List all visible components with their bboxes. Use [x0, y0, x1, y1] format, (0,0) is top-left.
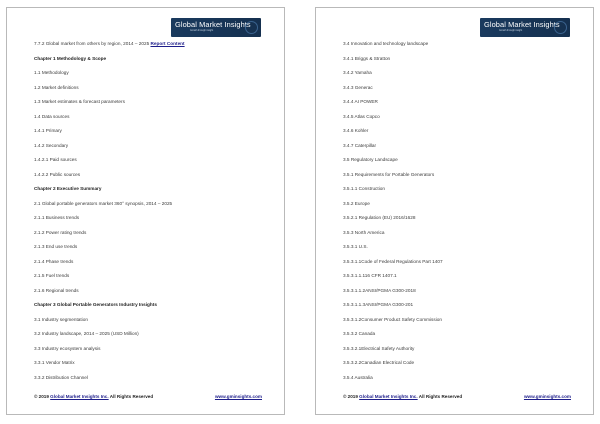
toc-entry: 3.4.3 Generac [343, 84, 373, 90]
company-logo [480, 18, 570, 37]
toc-entry: 3.4.2 Yamaha [343, 70, 372, 75]
toc-entry: 2.1.3 End use trends [34, 244, 78, 249]
footer-brand-link[interactable]: Global Market Insights Inc. [50, 394, 109, 399]
toc-entry: 3.3 Industry ecosystem analysis [34, 345, 101, 351]
toc-entry: 3.5.3.2 Canada [343, 331, 376, 336]
toc-entry: 2.1.6 Regional trends [34, 287, 79, 293]
toc-chapter-heading: Chapter 2 Executive Summary [34, 186, 102, 191]
toc-entry: 3.5.4 Australia [343, 374, 373, 380]
report-content-link[interactable]: Report Content [150, 41, 185, 46]
toc-entry: 3.5.3.1.1.2ANSI/PGMA G300-2018 [343, 287, 416, 293]
footer-copyright: © 2019 Global Market Insights Inc. All Rights Reserved [34, 394, 154, 399]
toc-entry: 2.1.1 Business trends [34, 215, 80, 220]
toc-entry: 3.4.6 Kohler [343, 128, 369, 133]
toc-entry: 1.3 Market estimates & forecast parameters [34, 99, 125, 104]
toc-entry: 3.5.2.1 Regulation (EU) 2016/1628 [343, 215, 416, 220]
toc-entry: 3.5.3.1.1.116 CFR 1407.1 [343, 273, 397, 278]
toc-entry: 7.7.2 Global market from others by region, 2014 – 2025 Report Content [34, 41, 185, 46]
toc-entry: 3.3.2 Distribution Channel [34, 374, 88, 380]
toc-entry: 2.1.4 Phase trends [34, 258, 74, 264]
toc-entry: 3.4.1 Briggs & Stratton [343, 55, 391, 61]
report-page-right [315, 7, 594, 415]
toc-entry: 3.5.3.2.1Electrical Safety Authority [343, 345, 415, 351]
toc-entry: 2.1.5 Fuel trends [34, 273, 70, 278]
toc-entry: 3.5.3.2.2Canadian Electrical Code [343, 360, 415, 365]
toc-entry: 3.5.3 North America [343, 229, 385, 235]
toc-entry: 2.1.2 Power rating trends [34, 229, 87, 235]
page-footer [343, 394, 571, 402]
toc-entry: 3.2 Industry landscape, 2014 – 2025 (USD Million) [34, 331, 139, 336]
globe-icon [554, 21, 567, 34]
toc-entry: 3.5.3.1.1Code of Federal Regulations Part 1407 [343, 258, 443, 264]
toc-entry: 1.1 Methodology [34, 70, 69, 75]
toc-entry: 3.4 Innovation and technology landscape [343, 41, 429, 46]
page-footer [34, 394, 262, 402]
company-logo [171, 18, 261, 37]
toc-chapter-heading: Chapter 1 Methodology & Scope [34, 55, 107, 61]
toc-entry: 1.2 Market definitions [34, 84, 79, 90]
logo-tagline: Growth through insight [190, 30, 214, 32]
toc-entry: 3.3.1 Vendor Matrix [34, 360, 75, 365]
toc-entry: 3.5.2 Europe [343, 200, 370, 206]
toc-chapter-heading: Chapter 3 Global Portable Generators Industry Insights [34, 302, 157, 307]
toc-entry: 2.1 Global portable generators market 360° synopsis, 2014 – 2025 [34, 200, 173, 206]
toc-entry: 3.5.3.1 U.S. [343, 244, 368, 249]
footer-website-link[interactable]: www.gminsights.com [214, 394, 262, 399]
toc-entry: 3.5.3.1.2Consumer Product Safety Commission [343, 316, 443, 322]
globe-icon [245, 21, 258, 34]
footer-brand-link[interactable]: Global Market Insights Inc. [359, 394, 418, 399]
toc-entry: 3.5 Regulatory Landscape [343, 157, 398, 162]
toc-entry: 3.5.1.1 Construction [343, 186, 385, 191]
logo-text: Global Market Insights [175, 20, 251, 29]
toc-entry: 3.5.1 Requirements for Portable Generators [343, 171, 435, 177]
toc-entry: 3.4.5 Atlas Copco [343, 113, 380, 119]
logo-text: Global Market Insights [484, 20, 560, 29]
toc-entry: 1.4.1 Primary [34, 128, 62, 133]
toc-entry: 1.4.2 Secondary [34, 142, 69, 148]
toc-entry: 3.4.4 AI POWER [343, 99, 378, 104]
toc-entry: 1.4 Data sources [34, 113, 70, 119]
toc-entry: 3.5.3.1.1.3ANSI/PGMA G300-201 [343, 302, 414, 307]
footer-copyright: © 2019 Global Market Insights Inc. All Rights Reserved [343, 394, 463, 399]
toc-entry: 3.1 Industry segmentation [34, 316, 88, 322]
logo-tagline: Growth through insight [499, 30, 523, 32]
toc-entry: 1.4.2.1 Paid sources [34, 157, 77, 162]
toc-entry: 3.4.7 Caterpillar [343, 142, 377, 148]
report-page-left [6, 7, 285, 415]
toc-entry: 1.4.2.2 Public sources [34, 171, 81, 177]
footer-website-link[interactable]: www.gminsights.com [523, 394, 571, 399]
